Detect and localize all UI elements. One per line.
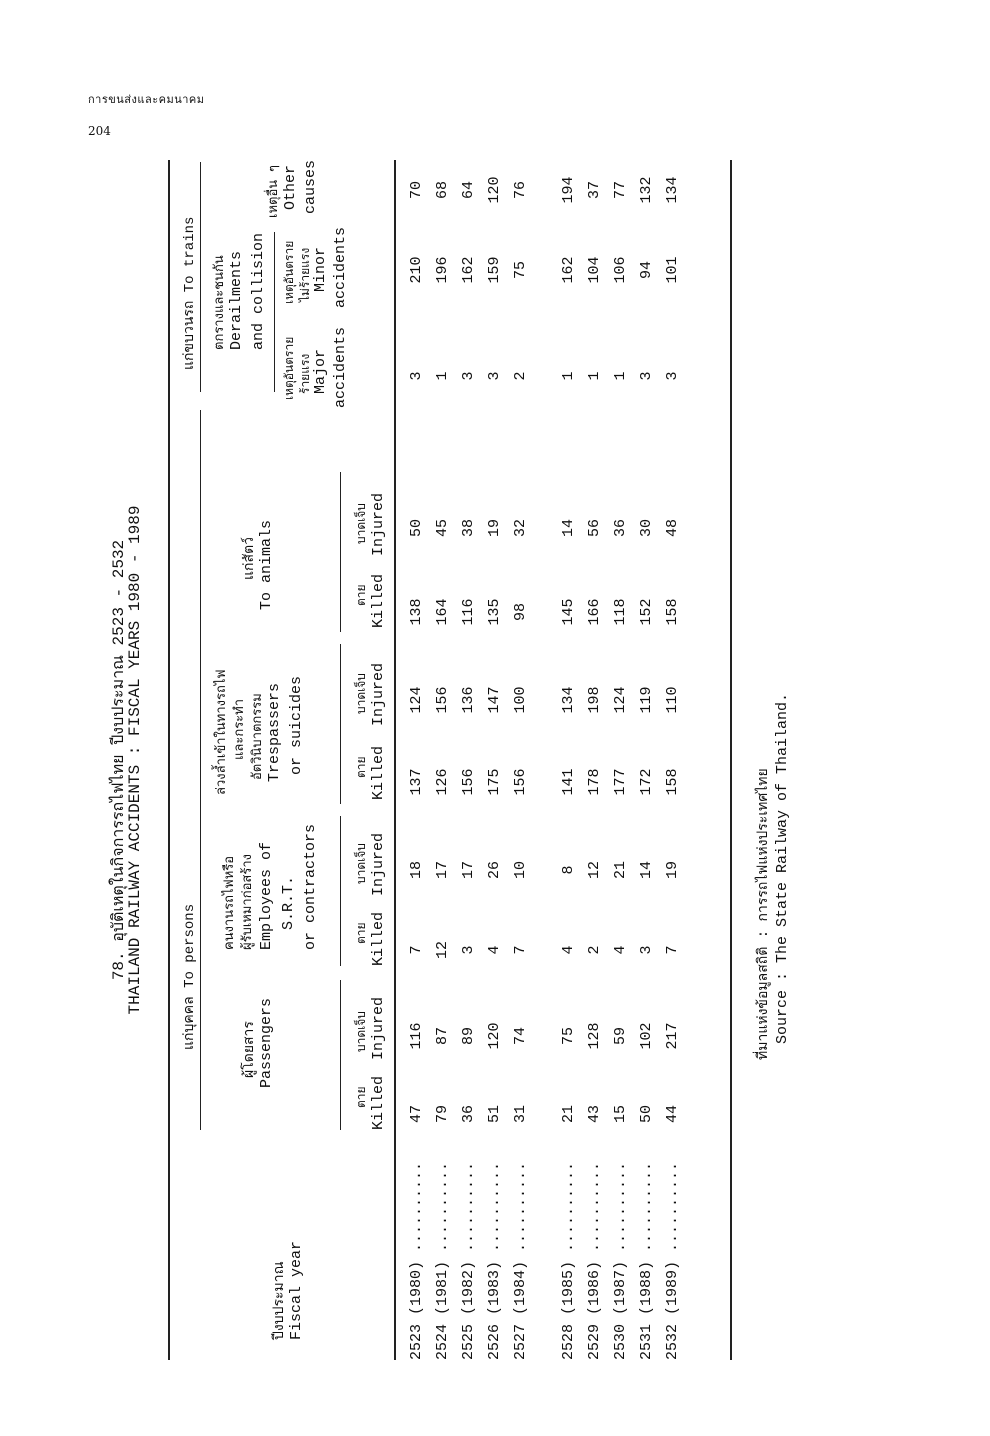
trespass-killed-thai: ตาย	[355, 756, 369, 778]
row-leader-dots: ..........	[408, 1161, 425, 1252]
employees-thai-2: ผู้รับเหมาก่อสร้าง	[240, 854, 255, 950]
table-cell-oth: 132	[638, 176, 655, 204]
table-cell-tk: 175	[486, 768, 503, 796]
row-year: 2529 (1986)	[586, 1260, 603, 1360]
table-cell-pk: 79	[434, 1105, 451, 1124]
trespass-english-2: or suicides	[288, 675, 305, 775]
table-cell-maj: 2	[512, 371, 529, 381]
table-cell-pi: 102	[638, 1022, 655, 1050]
table-cell-min: 210	[408, 256, 425, 284]
table-cell-ai: 56	[586, 519, 603, 538]
passengers-killed-thai: ตาย	[355, 1086, 369, 1108]
table-cell-maj: 3	[408, 371, 425, 381]
employees-english-2: S.R.T.	[280, 875, 297, 930]
table-cell-tk: 141	[560, 768, 577, 796]
employees-injured-thai: บาดเจ็บ	[355, 843, 369, 884]
fiscal-year-thai: ปีงบประมาณ	[272, 1261, 288, 1340]
row-leader-dots: ..........	[460, 1161, 477, 1252]
table-cell-min: 196	[434, 256, 451, 284]
other-english-2: causes	[302, 159, 319, 214]
table-cell-ek: 12	[434, 941, 451, 960]
employees-english-1: Employees of	[258, 841, 275, 950]
table-cell-ak: 152	[638, 598, 655, 626]
table-cell-tk: 126	[434, 768, 451, 796]
table-cell-ek: 4	[612, 945, 629, 955]
table-title-thai: 78. อุบัติเหตุในกิจการรถไฟไทย ปีงบประมาณ 2523 - 2532	[110, 539, 128, 981]
table-cell-ti: 124	[408, 686, 425, 714]
to-persons-header: แก่บุคคล To persons	[182, 903, 198, 1050]
row-leader-dots: ..........	[664, 1161, 681, 1252]
employees-killed-english: Killed	[370, 911, 387, 966]
table-cell-ei: 8	[560, 865, 577, 875]
table-cell-ai: 50	[408, 519, 425, 538]
table-cell-maj: 3	[460, 371, 477, 381]
table-cell-tk: 156	[512, 768, 529, 796]
animals-english: To animals	[258, 519, 275, 610]
row-year: 2526 (1983)	[486, 1260, 503, 1360]
table-cell-ek: 3	[638, 945, 655, 955]
table-cell-ak: 118	[612, 598, 629, 626]
major-thai-2: ร้ายแรง	[299, 353, 313, 394]
table-cell-pk: 21	[560, 1105, 577, 1124]
table-cell-min: 75	[512, 261, 529, 280]
passengers-thai: ผู้โดยสาร	[242, 1021, 258, 1078]
major-thai-1: เหตุอันตราย	[283, 336, 297, 400]
table-cell-tk: 177	[612, 768, 629, 796]
table-cell-ti: 198	[586, 686, 603, 714]
trespass-injured-english: Injured	[370, 662, 387, 726]
major-english-2: accidents	[332, 326, 349, 408]
table-cell-min: 94	[638, 261, 655, 280]
source-note	[752, 693, 791, 1060]
trespass-injured-thai: บาดเจ็บ	[355, 673, 369, 714]
table-cell-ei: 12	[586, 861, 603, 880]
table-cell-pk: 51	[486, 1105, 503, 1124]
minor-english-1: Minor	[312, 246, 329, 292]
table-cell-pi: 116	[408, 1022, 425, 1050]
employees-injured-english: Injured	[370, 832, 387, 896]
other-english-1: Other	[282, 164, 299, 210]
table-cell-ak: 116	[460, 598, 477, 626]
table-cell-oth: 76	[512, 181, 529, 200]
animals-injured-thai: บาดเจ็บ	[355, 503, 369, 544]
source-thai: ที่มาแห่งข้อมูลสถิติ : การรถไฟแห่งประเทศไทย	[756, 768, 772, 1060]
table-cell-tk: 137	[408, 768, 425, 796]
table-cell-ak: 138	[408, 598, 425, 626]
row-leader-dots: ..........	[586, 1161, 603, 1252]
table-cell-tk: 172	[638, 768, 655, 796]
table-cell-ek: 7	[512, 945, 529, 955]
table-cell-ai: 38	[460, 519, 477, 538]
row-year: 2524 (1981)	[434, 1260, 451, 1360]
table-cell-ek: 4	[560, 945, 577, 955]
table-cell-tk: 156	[460, 768, 477, 796]
animals-injured-english: Injured	[370, 492, 387, 556]
table-cell-ai: 14	[560, 519, 577, 538]
employees-killed-thai: ตาย	[355, 922, 369, 944]
table-cell-pi: 74	[512, 1027, 529, 1046]
table-cell-ek: 7	[664, 945, 681, 955]
passengers-killed-english: Killed	[370, 1075, 387, 1130]
table-cell-min: 162	[560, 256, 577, 284]
table-cell-ak: 166	[586, 598, 603, 626]
fiscal-year-english: Fiscal year	[288, 1240, 305, 1340]
table-cell-ai: 48	[664, 519, 681, 538]
table-cell-maj: 1	[434, 371, 451, 381]
table-cell-ai: 45	[434, 519, 451, 538]
table-cell-ti: 100	[512, 686, 529, 714]
table-cell-maj: 3	[486, 371, 503, 381]
row-year: 2525 (1982)	[460, 1260, 477, 1360]
table-cell-min: 106	[612, 256, 629, 284]
row-leader-dots: ..........	[512, 1161, 529, 1252]
table-cell-pk: 47	[408, 1105, 425, 1124]
table-cell-min: 104	[586, 256, 603, 284]
table-cell-ti: 156	[434, 686, 451, 714]
table-cell-oth: 134	[664, 176, 681, 204]
table-cell-oth: 194	[560, 176, 577, 204]
row-leader-dots: ..........	[486, 1161, 503, 1252]
table-cell-pk: 15	[612, 1105, 629, 1124]
table-cell-ei: 14	[638, 861, 655, 880]
table-cell-pk: 43	[586, 1105, 603, 1124]
table-cell-ek: 7	[408, 945, 425, 955]
passengers-injured-english: Injured	[370, 996, 387, 1060]
employees-rule	[340, 816, 341, 966]
table-cell-oth: 77	[612, 181, 629, 200]
trespass-english-1: Trespassers	[266, 682, 283, 782]
minor-thai-2: ไม่ร้ายแรง	[299, 247, 313, 302]
bottom-rule	[730, 160, 732, 1360]
table-cell-pk: 44	[664, 1105, 681, 1124]
table-cell-pi: 128	[586, 1022, 603, 1050]
trains-rule	[200, 162, 201, 392]
animals-rule	[340, 472, 341, 632]
animals-killed-thai: ตาย	[355, 584, 369, 606]
other-thai: เหตุอื่น ๆ	[266, 165, 281, 218]
derail-english-2: and collision	[250, 232, 267, 350]
employees-thai-1: คนงานรถไฟหรือ	[222, 855, 237, 950]
table-cell-pk: 36	[460, 1105, 477, 1124]
table-title-english: THAILAND RAILWAY ACCIDENTS : FISCAL YEARS 1980 - 1989	[126, 505, 144, 1015]
table-cell-tk: 178	[586, 768, 603, 796]
table-cell-oth: 70	[408, 181, 425, 200]
row-leader-dots: ..........	[560, 1161, 577, 1252]
trespass-thai-1: ล่วงล้ำเข้าในทางรถไฟ	[214, 669, 229, 795]
table-cell-ti: 110	[664, 686, 681, 714]
table-cell-oth: 64	[460, 181, 477, 200]
header-bottom-rule	[394, 160, 396, 1360]
table-cell-min: 159	[486, 256, 503, 284]
top-rule	[168, 160, 170, 1360]
page-number: 204	[88, 124, 111, 138]
table-cell-ei: 10	[512, 861, 529, 880]
table-cell-ti: 119	[638, 686, 655, 714]
table-cell-ai: 32	[512, 519, 529, 538]
table-cell-ti: 134	[560, 686, 577, 714]
table-cell-min: 162	[460, 256, 477, 284]
table-cell-ak: 98	[512, 603, 529, 622]
rotated-table	[90, 150, 830, 1370]
trespass-thai-3: อัตวินิบาตกรรม	[250, 693, 265, 780]
table-cell-oth: 68	[434, 181, 451, 200]
table-cell-pk: 31	[512, 1105, 529, 1124]
source-english: Source : The State Railway of Thailand.	[774, 692, 791, 1044]
table-cell-ek: 2	[586, 945, 603, 955]
row-leader-dots: ..........	[434, 1161, 451, 1252]
table-cell-pi: 75	[560, 1027, 577, 1046]
table-cell-ai: 19	[486, 519, 503, 538]
table-cell-ei: 19	[664, 861, 681, 880]
table-cell-ei: 21	[612, 861, 629, 880]
table-cell-ti: 147	[486, 686, 503, 714]
table-cell-min: 101	[664, 256, 681, 284]
row-year: 2532 (1989)	[664, 1260, 681, 1360]
table-cell-pi: 89	[460, 1027, 477, 1046]
derail-rule	[274, 232, 275, 392]
table-cell-maj: 1	[560, 371, 577, 381]
row-year: 2523 (1980)	[408, 1260, 425, 1360]
table-cell-pi: 217	[664, 1022, 681, 1050]
table-cell-ek: 3	[460, 945, 477, 955]
table-cell-ei: 17	[434, 861, 451, 880]
table-cell-ak: 164	[434, 598, 451, 626]
row-year: 2530 (1987)	[612, 1260, 629, 1360]
table-cell-pk: 50	[638, 1105, 655, 1124]
row-leader-dots: ..........	[612, 1161, 629, 1252]
row-year: 2528 (1985)	[560, 1260, 577, 1360]
major-english-1: Major	[312, 348, 329, 394]
derail-thai: ตกรางและชนกัน	[212, 255, 227, 350]
table-cell-maj: 3	[638, 371, 655, 381]
table-cell-oth: 37	[586, 181, 603, 200]
table-cell-oth: 120	[486, 176, 503, 204]
animals-killed-english: Killed	[370, 573, 387, 628]
table-cell-ai: 30	[638, 519, 655, 538]
table-cell-maj: 1	[586, 371, 603, 381]
table-cell-ek: 4	[486, 945, 503, 955]
to-trains-header: แก่ขบวนรถ To trains	[182, 216, 198, 370]
row-leader-dots: ..........	[638, 1161, 655, 1252]
table-cell-ti: 124	[612, 686, 629, 714]
trespass-killed-english: Killed	[370, 745, 387, 800]
table-cell-ei: 18	[408, 861, 425, 880]
table-cell-ei: 17	[460, 861, 477, 880]
animals-thai: แก่สัตว์	[242, 537, 258, 580]
table-cell-maj: 3	[664, 371, 681, 381]
trespass-rule	[340, 644, 341, 804]
table-cell-ak: 158	[664, 598, 681, 626]
persons-rule	[200, 410, 201, 1130]
table-cell-ti: 136	[460, 686, 477, 714]
table-cell-maj: 1	[612, 371, 629, 381]
table-cell-ak: 135	[486, 598, 503, 626]
row-year: 2527 (1984)	[512, 1260, 529, 1360]
table-cell-tk: 158	[664, 768, 681, 796]
minor-thai-1: เหตุอันตราย	[283, 240, 297, 304]
table-cell-ak: 145	[560, 598, 577, 626]
running-header: การขนส่งและคมนาคม	[88, 93, 205, 106]
minor-english-2: accidents	[332, 226, 349, 308]
passengers-injured-thai: บาดเจ็บ	[355, 1011, 369, 1052]
trespass-thai-2: และกระทำ	[232, 698, 247, 760]
table-cell-ai: 36	[612, 519, 629, 538]
derail-english-1: Derailments	[228, 250, 245, 350]
row-year: 2531 (1988)	[638, 1260, 655, 1360]
table-cell-pi: 87	[434, 1027, 451, 1046]
employees-english-3: or contractors	[302, 823, 319, 950]
table-cell-pi: 59	[612, 1027, 629, 1046]
table-cell-pi: 120	[486, 1022, 503, 1050]
table-cell-ei: 26	[486, 861, 503, 880]
passengers-english: Passengers	[258, 997, 275, 1088]
passengers-rule	[340, 980, 341, 1130]
